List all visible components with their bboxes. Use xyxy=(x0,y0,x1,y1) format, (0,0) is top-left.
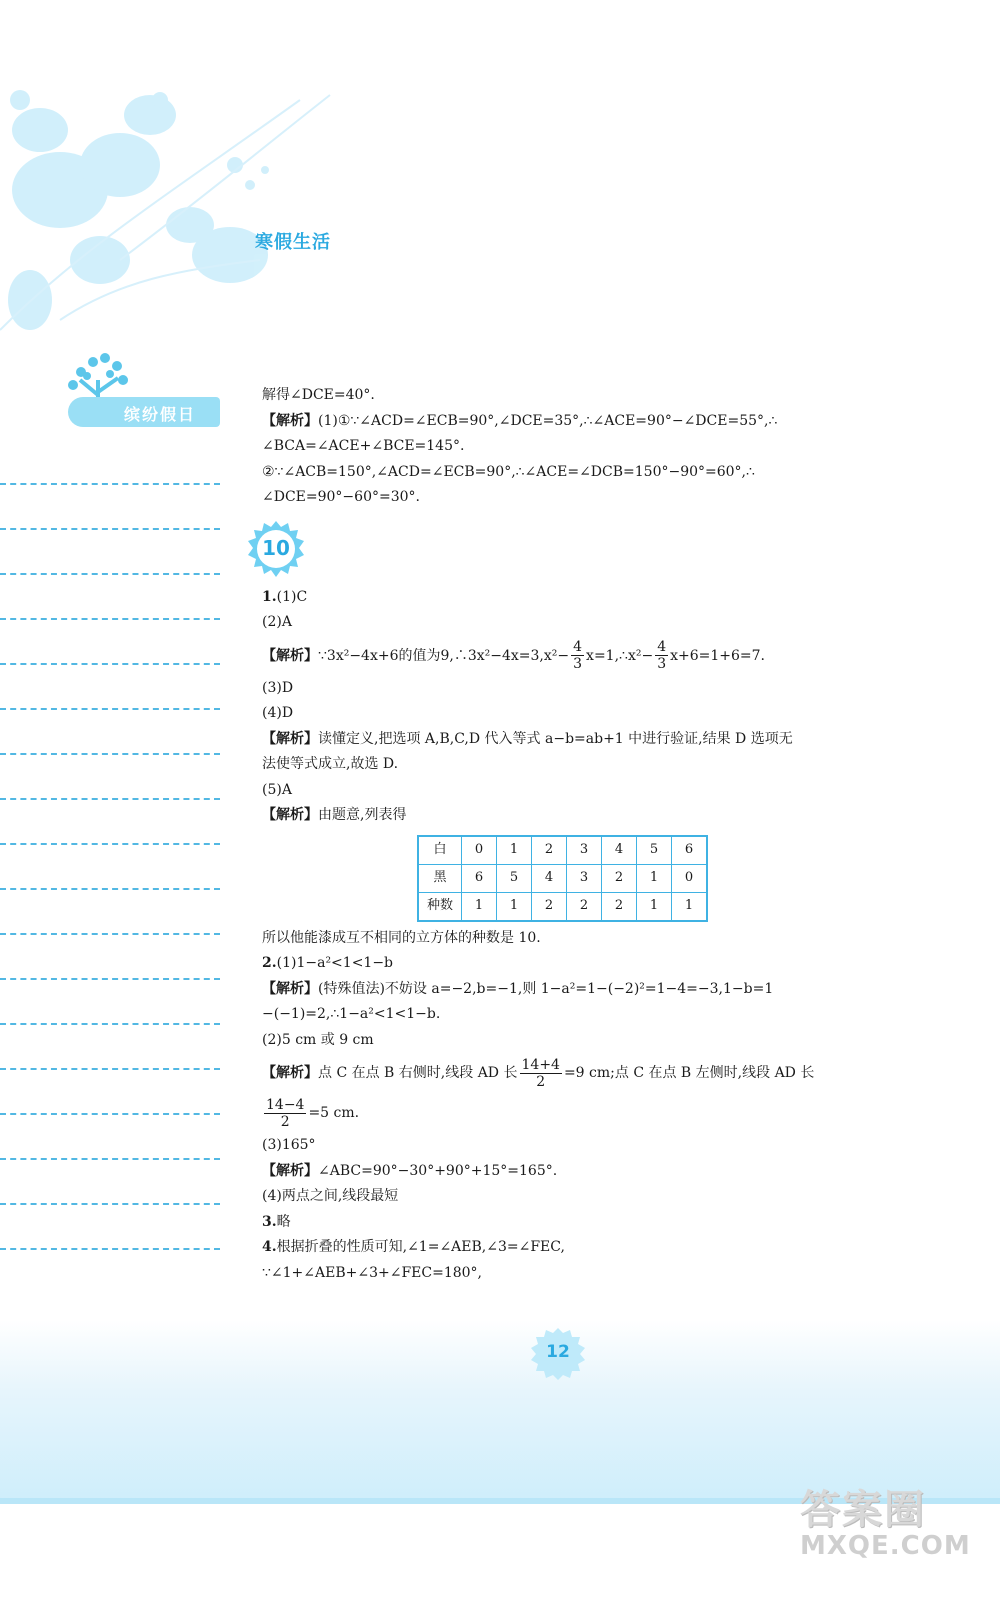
question-2: 2.(1)1−a²<1<1−b xyxy=(262,955,394,971)
section-badge-label: 缤纷假日 xyxy=(124,405,197,424)
page-number: 12 xyxy=(546,1342,570,1362)
text-line: 法使等式成立,故选 D. xyxy=(262,756,399,772)
header-title: 寒假生活 xyxy=(255,232,331,253)
text-line: ∵∠1+∠AEB+∠3+∠FEC=180°, xyxy=(262,1264,483,1281)
text-line: (2)A xyxy=(262,614,292,630)
question-4: 4.根据折叠的性质可知,∠1=∠AEB,∠3=∠FEC, xyxy=(262,1239,565,1255)
question-1: 1.(1)C xyxy=(262,588,308,605)
text-line: 【解析】∵3x²−4x+6的值为9,∴3x²−4x=3,x²− $\frac{4}{3}$ x=1,∴x²− $\frac{4}{3}$ x+6=1+6=7. xyxy=(262,639,766,672)
footer-band xyxy=(0,1320,1000,1500)
page-number-badge xyxy=(528,1326,588,1382)
note-lines xyxy=(0,440,230,1250)
text-line: (4)两点之间,线段最短 xyxy=(262,1188,399,1204)
text-line: 所以他能漆成互不相同的立方体的种数是 10. xyxy=(262,929,541,946)
watermark-url: MXQE.COM xyxy=(800,1531,971,1561)
text-line: (3)165° xyxy=(262,1137,316,1153)
text-line: $\frac{14-4}{2}$ =5 cm. xyxy=(266,1096,360,1130)
table-row: 种数 1 1 2 2 2 1 1 xyxy=(418,892,707,921)
watermark xyxy=(800,1478,971,1561)
text-line: 【解析】由题意,列表得 xyxy=(262,807,407,823)
text-line: (4)D xyxy=(262,705,294,721)
text-line: ∠DCE=90°−60°=30°. xyxy=(262,489,420,505)
question-3: 3.略 xyxy=(262,1213,291,1230)
lesson-number: 10 xyxy=(262,535,290,560)
text-line: (3)D xyxy=(262,679,294,696)
lesson-number-badge xyxy=(246,519,882,579)
text-line: 【解析】读懂定义,把选项 A,B,C,D 代入等式 a−b=ab+1 中进行验证,结果 D 选项无 xyxy=(262,730,793,747)
table-row: 黑 6 5 4 3 2 1 0 xyxy=(418,864,707,892)
text-line: (2)5 cm 或 9 cm xyxy=(262,1031,374,1048)
text-line: ∠BCA=∠ACE+∠BCE=145°. xyxy=(262,438,465,454)
text-line: 【解析】(1)①∵∠ACD=∠ECB=90°,∠DCE=35°,∴∠ACE=90°−∠DCE=55°,∴ xyxy=(262,412,778,429)
text-line: 【解析】∠ABC=90°−30°+90°+15°=165°. xyxy=(262,1162,558,1179)
text-line: 【解析】(特殊值法)不妨设 a=−2,b=−1,则 1−a²=1−(−2)²=1−4=−3,1−b=1 xyxy=(262,980,774,997)
answer-content xyxy=(262,383,882,1286)
watermark-logo: 答案圈 xyxy=(800,1487,926,1533)
text-line: 【解析】点 C 在点 B 右侧时,线段 AD 长 $\frac{14+4}{2}$ =9 cm;点 C 在点 B 左侧时,线段 AD 长 xyxy=(262,1056,815,1090)
count-table xyxy=(417,835,708,922)
text-line: −(−1)=2,∴1−a²<1<1−b. xyxy=(262,1006,441,1022)
text-line: 解得∠DCE=40°. xyxy=(262,387,375,403)
tree-icon xyxy=(60,0,200,440)
table-row: 白 0 1 2 3 4 5 6 xyxy=(418,836,707,865)
text-line: (5)A xyxy=(262,781,292,798)
text-line: ②∵∠ACB=150°,∠ACD=∠ECB=90°,∴∠ACE=∠DCB=150°−90°=60°,∴ xyxy=(262,463,755,480)
